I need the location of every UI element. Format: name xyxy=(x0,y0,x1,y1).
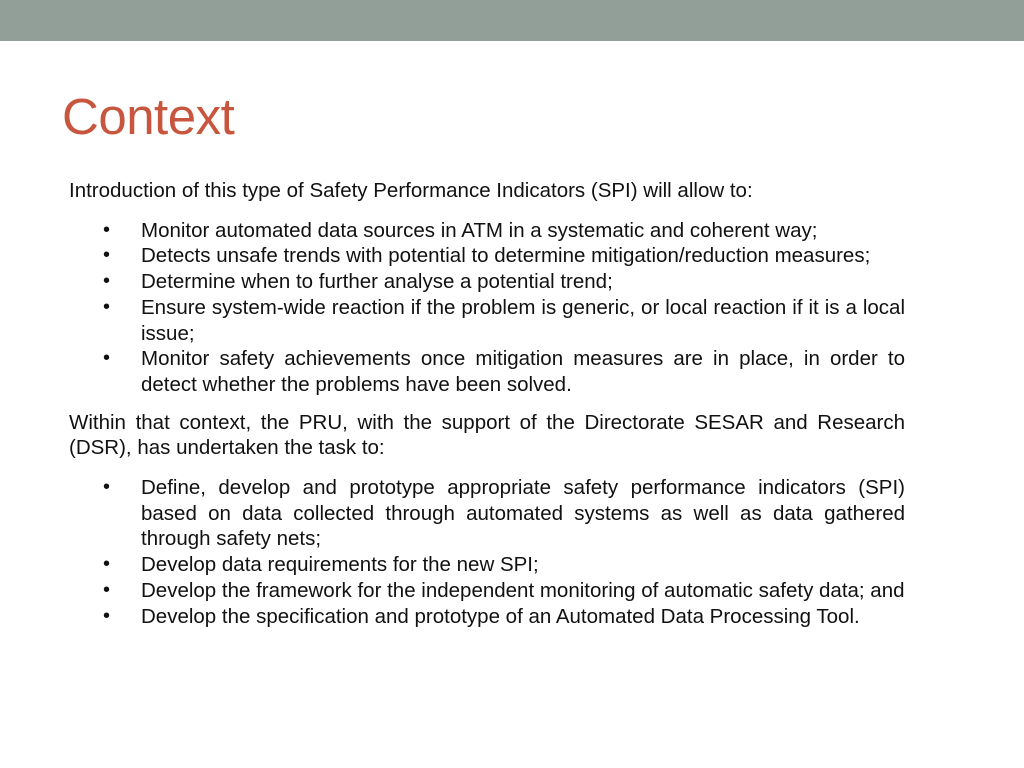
slide-title: Context xyxy=(62,88,235,145)
intro-paragraph: Introduction of this type of Safety Performance Indicators (SPI) will allow to: xyxy=(69,179,753,202)
list-item xyxy=(69,552,905,578)
list-item xyxy=(69,578,905,604)
list-item-text: Determine when to further analyse a potential trend; xyxy=(141,270,613,294)
bullet-icon: • xyxy=(103,347,111,370)
bullet-icon: • xyxy=(103,553,111,576)
list-item xyxy=(69,243,905,269)
top-accent-bar xyxy=(0,0,1024,41)
list-item xyxy=(69,269,905,295)
list-item-text: Develop data requirements for the new SPI; xyxy=(141,553,539,577)
list-item-text: Develop the framework for the independent monitoring of automatic safety data; and xyxy=(141,578,905,602)
list-item xyxy=(69,218,905,244)
list-item-text: Ensure system-wide reaction if the problem is generic, or local reaction if it is a local issue; xyxy=(141,295,905,345)
list-item-text: Develop the specification and prototype of an Automated Data Processing Tool. xyxy=(141,604,860,628)
list-item-text: Monitor automated data sources in ATM in a systematic and coherent way; xyxy=(141,218,818,242)
bullet-icon: • xyxy=(103,578,111,601)
bullet-icon: • xyxy=(103,244,111,267)
list-item-text: Detects unsafe trends with potential to determine mitigation/reduction measures; xyxy=(141,244,871,268)
list-item-text: Define, develop and prototype appropriate safety performance indicators (SPI) based on data collected through automated systems as well as data gathered through safety nets; xyxy=(141,476,905,551)
list-item-text: Monitor safety achievements once mitigation measures are in place, in order to detect whether the problems have been solved. xyxy=(141,347,905,396)
bullet-icon: • xyxy=(103,218,111,241)
list-item xyxy=(69,475,905,552)
list-item xyxy=(69,346,905,397)
bullet-icon: • xyxy=(103,476,111,499)
list-item xyxy=(69,604,905,630)
bullet-icon: • xyxy=(103,604,111,627)
first-bullet-list xyxy=(69,218,905,398)
bullet-icon: • xyxy=(103,295,111,318)
context-paragraph: Within that context, the PRU, with the support of the Directorate SESAR and Research (DSR), has undertaken the task to: xyxy=(69,410,905,460)
slide-body xyxy=(69,178,905,629)
list-item xyxy=(69,295,905,346)
bullet-icon: • xyxy=(103,270,111,293)
second-bullet-list xyxy=(69,475,905,629)
